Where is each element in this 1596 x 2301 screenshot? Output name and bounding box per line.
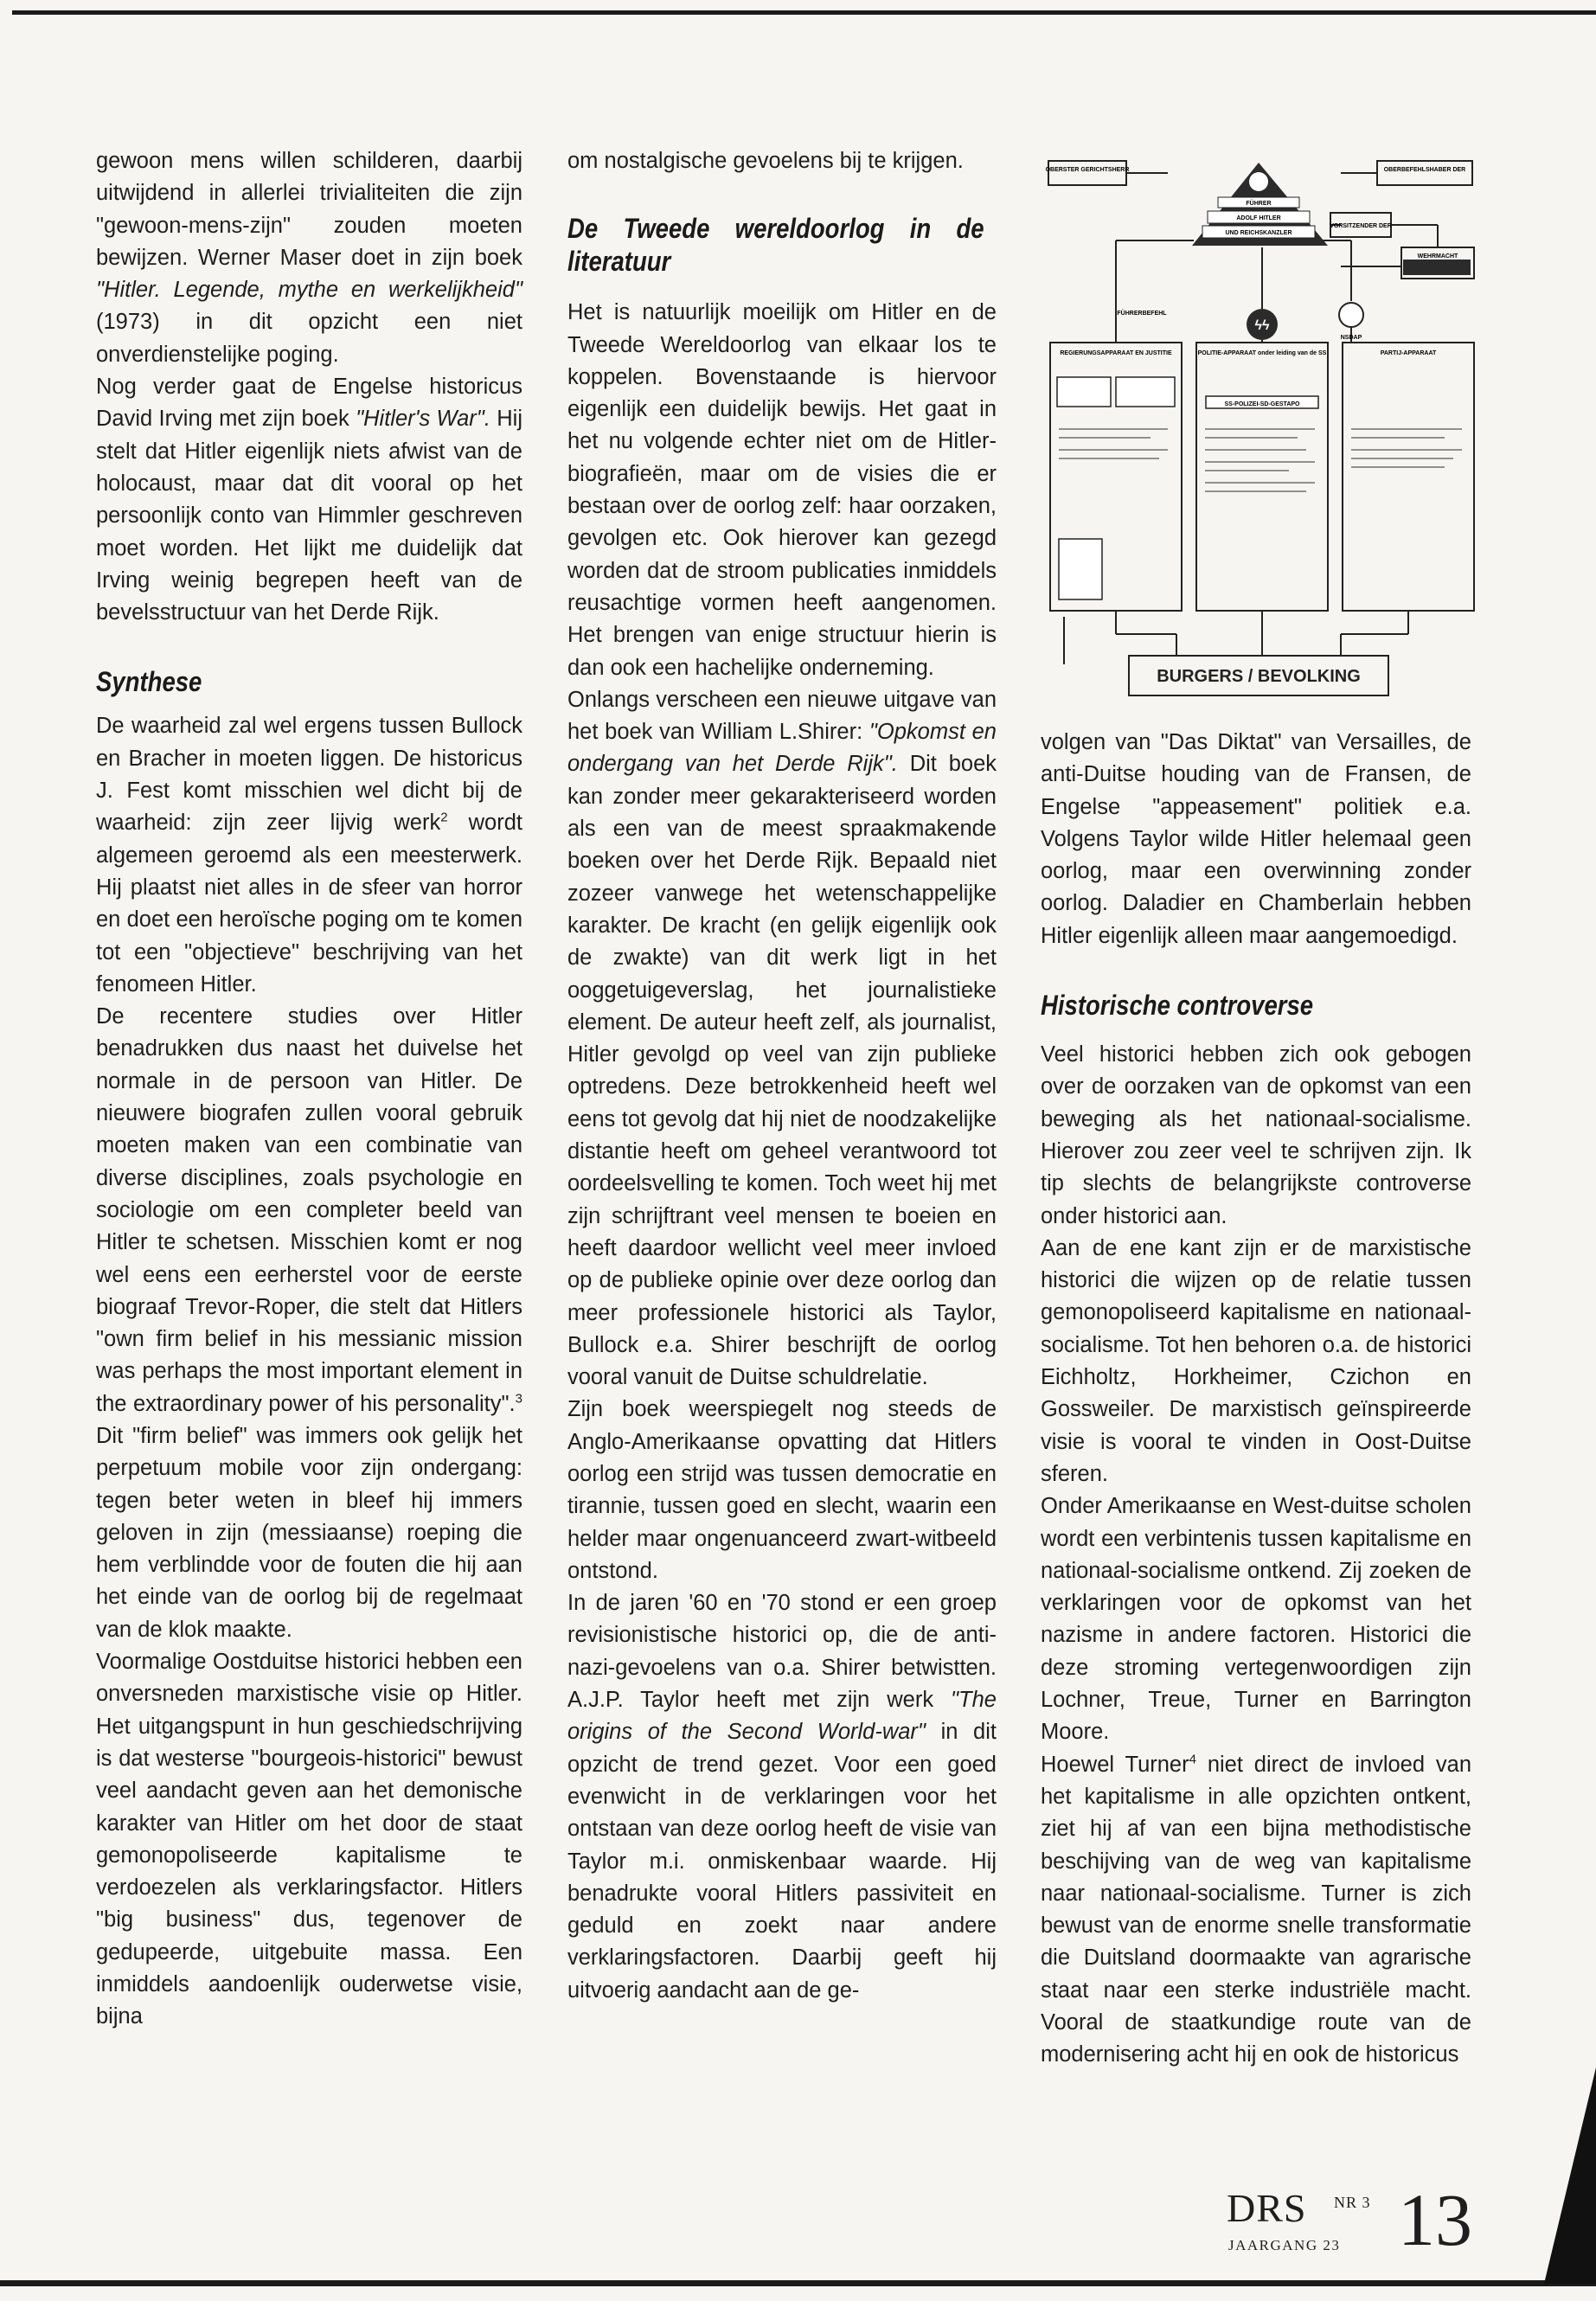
label-regering: REGIERUNGSAPPARAAT EN JUSTITIE — [1060, 350, 1172, 356]
label-partij: PARTIJ-APPARAAT — [1380, 350, 1437, 356]
paragraph: Zijn boek weerspiegelt nog steeds de Anglo-Amerikaanse opvatting dat Hitlers oorlog een strijd was tussen democratie en tirannie, tussen goed en slecht, waarin een helder maar ongenuanceerd zwart-witbeeld ontstond. — [567, 1397, 997, 1583]
paragraph: Nog verder gaat de Engelse historicus David Irving met zijn boek "Hitler's War". Hij stelt dat Hitler eigenlijk niets afwist van de holocaust, maar dat dit vooral op het persoonlijk conto van Himmler geschreven moet worden. Het lijkt me duidelijk dat Irving weinig begrepen heeft van de bevelsstructuur van het Derde Rijk. — [96, 375, 522, 625]
paragraph: Het is natuurlijk moeilijk om Hitler en de Tweede Wereldoorlog van elkaar los te koppelen. Bovenstaande is hiervoor eigenlijk een duidelijk bewijs. Het gaat in het nu volgende echter niet om de Hitler-biografieën, maar om de visies die er bestaan over de oorlog zelf: haar oorzaken, gevolgen etc. Ook hierover kan gezegd worden dat de stroom publicaties inmiddels reusachtige vormen heeft aangenomen. Het brengen van enige structuur hierin is dan ook een hachelijke onderneming. — [567, 300, 997, 680]
paragraph: De waarheid zal wel ergens tussen Bullock en Bracher in moeten liggen. De historicus J. Fest komt misschien wel dicht bij de waarheid: zijn zeer lijvig werk$^2$ wordt algemeen geroemd als een meesterwerk. Hij plaatst niet alles in de sfeer van horror en doet een heroïsche poging om te komen tot een "objectieve" beschrijving van het fenomeen Hitler. — [96, 714, 522, 997]
label-oberbefehlshaber: OBERBEFEHLSHABER DER — [1383, 167, 1466, 173]
book-title: "Opkomst en ondergang van het Derde Rijk". — [567, 720, 997, 777]
section-heading-literatuur: De Tweede wereldoorlog in de literatuur — [567, 213, 984, 278]
paragraph: gewoon mens willen schilderen, daarbij uitwijdend in allerlei trivialiteiten die zijn "gewoon-mens-zijn" zouden moeten bewijzen. Werner Maser doet in zijn boek "Hitler. Legende, mythe en werkelijkheid" (1973) in dit opzicht een niet onverdienstelijke poging. — [96, 149, 522, 367]
section-heading-controverse: Historische controverse — [1041, 990, 1314, 1022]
text-column-2 — [567, 145, 997, 2007]
label-vorsitzender: VORSITZENDER DER — [1330, 223, 1392, 229]
label-wehrmacht: WEHRMACHT — [1417, 253, 1458, 260]
section-heading-synthese: Synthese — [96, 666, 202, 698]
paragraph: Onlangs verscheen een nieuwe uitgave van het boek van William L.Shirer: "Opkomst en ondergang van het Derde Rijk". Dit boek kan zonder meer gekarakteriseerd worden als een van de meest spraakmakende boeken over het Derde Rijk. Bepaald niet zozeer vanwege het wetenschappelijke karakter. De kracht (en gelijk eigenlijk ook de zwakte) van dit werk ligt in het ooggetuigeverslag, het journalistieke element. De auteur heeft zelf, als journalist, Hitler gevolgd op veel van zijn publieke optredens. Deze betrokkenheid heeft wel eens tot gevolg dat hij niet de noodzakelijke distantie heeft om geheel verantwoord tot oordeelsvelling te komen. Toch weet hij met zijn schrijftrant veel mensen te boeien en heeft daardoor wellicht veel meer invloed op de publieke opinie over deze oorlog dan meer professionele historici als Taylor, Bullock e.a. Shirer beschrijft de oorlog vooral vanuit de Duitse schuldrelatie. — [567, 687, 997, 1390]
label-kanzler: UND REICHSKANZLER — [1225, 230, 1292, 236]
label-fuhrerbefehl: FÜHRERBEFEHL — [1117, 311, 1167, 317]
paragraph: Voormalige Oostduitse historici hebben een onversneden marxistische visie op Hitler. Het uitgangspunt in hun geschiedschrijving is dat westerse "bourgeois-historici" bewust veel aandacht geven aan het demonische karakter van Hitler om het door de staat gemonopoliseerde kapitalisme te verdoezelen als verklaringsfactor. Hitlers "big business" dus, tegenover de gedupeerde, uitgebuite massa. Een inmiddels aandoenlijk ouderwetse visie, bijna — [96, 1650, 522, 2029]
footnote-ref: 2 — [440, 810, 448, 825]
volume-label: JAARGANG 23 — [1228, 2237, 1341, 2253]
paragraph: Onder Amerikaanse en West-duitse scholen wordt een verbintenis tussen kapitalisme en nationaal-socialisme ontkend. Zij zoeken de verklaringen voor de opkomst van het nazisme in andere factoren. Historici die deze stroming vertegenwoordigen zijn Lochner, Treue, Turner en Barrington Moore. — [1041, 1494, 1471, 1745]
bottom-rule — [0, 2280, 1596, 2286]
label-ss-polizei: SS-POLIZEI-SD-GESTAPO — [1224, 401, 1300, 407]
emblem-icon — [1249, 172, 1268, 191]
text-column-1 — [96, 145, 522, 2034]
svg-text:ϟϟ: ϟϟ — [1254, 318, 1270, 333]
book-title: "The origins of the Second World-war" — [567, 1688, 997, 1745]
hierarchy-diagram — [1038, 145, 1479, 712]
paragraph: volgen van "Das Diktat" van Versailles, de anti-Duitse houding van de Fransen, de Engelse "appeasement" politiek e.a. Volgens Taylor wilde Hitler helemaal geen oorlog, maar een overwinning zonder oorlog. Daladier en Chamberlain hebben Hitler eigenlijk alleen maar aangemoedigd. — [1041, 730, 1471, 948]
label-name: ADOLF HITLER — [1236, 215, 1281, 221]
footnote-ref: 3 — [515, 1391, 522, 1407]
box-politie — [1196, 343, 1328, 611]
box-gerichtsherr — [1048, 161, 1126, 185]
box-oberbefehlshaber — [1377, 161, 1472, 185]
paragraph: De recentere studies over Hitler benadrukken dus naast het duivelse het normale in de persoon van Hitler. De nieuwere biografen zullen vooral gebruik moeten maken van een combinatie van diverse disciplines, zoals psychologie en sociologie om een completer beeld van Hitler te schetsen. Misschien komt er nog wel eens een eerherstel voor de eerste biograaf Trevor-Roper, die stelt dat Hitlers "own firm belief in his messianic mission was perhaps the most important element in the extraordinary power of his personality".$^3$ Dit "firm belief" was immers ook gelijk het perpetuum mobile voor zijn ondergang: tegen beter weten in bleef hij immers geloven in zijn (messiaanse) roeping die hem verblindde voor de fouten die hij aan het einde van de oorlog bij de regelmaat van de klok maakte. — [96, 1004, 522, 1642]
page-corner-shadow — [1544, 2067, 1596, 2284]
box-partij — [1343, 343, 1474, 611]
magazine-name: DRS — [1227, 2186, 1307, 2230]
label-burgers: BURGERS / BEVOLKING — [1157, 667, 1361, 686]
label-politie: POLITIE-APPARAAT onder leiding van de SS — [1197, 350, 1327, 356]
paragraph: Veel historici hebben zich ook gebogen over de oorzaken van de opkomst van een beweging als het nationaal-socialisme. Hierover zou zeer veel te schrijven zijn. Ik tip slechts de belangrijkste controverse onder historici aan. — [1041, 1042, 1471, 1228]
paragraph: om nostalgische gevoelens bij te krijgen. — [567, 149, 964, 173]
label-nsdap: NSDAP — [1340, 335, 1362, 341]
label-gerichtsherr: OBERSTER GERICHTSHERR — [1045, 167, 1130, 173]
text-column-3 — [1041, 727, 1471, 2072]
paragraph: In de jaren '60 en '70 stond er een groep revisionistische historici op, die de anti-nazi-gevoelens van o.a. Shirer betwistten. A.J.P. Taylor heeft met zijn werk "The origins of the Second World-war" in dit opzicht de trend gezet. Voor een goed evenwicht in de verklaringen voor het ontstaan van deze oorlog heeft de visie van Taylor m.i. onmiskenbaar waarde. Hij benadrukte vooral Hitlers passiviteit en geduld en zoekt naar andere verklaringsfactoren. Daarbij geeft hij uitvoerig aandacht aan de ge- — [567, 1591, 997, 2003]
paragraph: Hoewel Turner$^4$ niet direct de invloed van het kapitalisme in alle opzichten ontkent, ziet hij af van een bijna methodistische beschijving van de weg van kapitalisme naar nationaal-socialisme. Turner is zich bewust van de enorme snelle transformatie die Duitsland doormaakte van agrarische staat naar een sterke industriële macht. Vooral de staatkundige route van de modernisering acht hij en ook de historicus — [1041, 1752, 1471, 2067]
page-footer — [1227, 2178, 1477, 2272]
top-rule — [12, 10, 1596, 15]
paragraph: Aan de ene kant zijn er de marxistische historici die wijzen op de relatie tussen gemonopoliseerd kapitalisme en nationaal-socialisme. Tot hen behoren o.a. de historici Eichholtz, Horkheimer, Czichon en Gossweiler. De marxistisch geïnspireerde visie is vooral te vinden in Oost-Duitse sferen. — [1041, 1235, 1471, 1486]
book-title: "Hitler's War". — [356, 407, 490, 432]
book-title: "Hitler. Legende, mythe en werkelijkheid" — [96, 278, 522, 303]
label-fuhrer: FÜHRER — [1246, 201, 1272, 207]
footnote-ref: 4 — [1189, 1752, 1196, 1767]
page-number: 13 — [1398, 2178, 1472, 2261]
nsdap-emblem-icon — [1339, 303, 1363, 327]
issue-number: NR 3 — [1334, 2194, 1371, 2211]
